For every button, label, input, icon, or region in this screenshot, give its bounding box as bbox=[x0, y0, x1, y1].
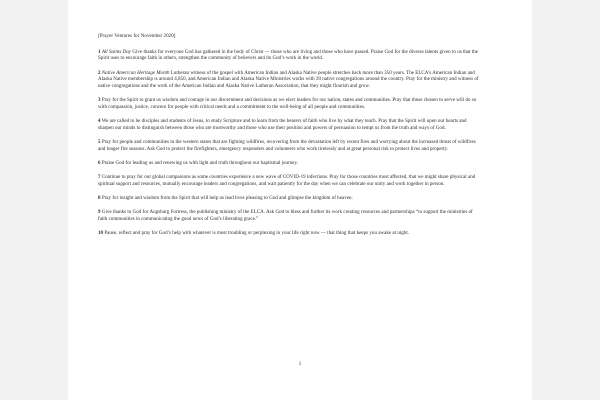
prayer-text: We are called to be disciples and students of Jesus, to study Scripture and to learn from the bearers of faith who live by what they teach. Pray that the Spirit will open our hearts and sharpen our minds to distinguish between those who are trustworthy and those who use their position and powers of persuasion to tempt us from the truth and ways of God. bbox=[98, 119, 467, 132]
prayer-paragraph bbox=[98, 231, 482, 238]
prayer-paragraph bbox=[98, 196, 482, 203]
document-page bbox=[68, 0, 532, 400]
prayer-number: 8 bbox=[98, 196, 101, 202]
prayer-text: Give thanks to God for Augsburg Fortress, the publishing ministry of the ELCA. Ask God to bless and further its work creating resources and partnerships “to support the ministries of faith communities in communicating the good news of God’s liberating grace.” bbox=[98, 210, 473, 223]
prayer-number: 9 bbox=[98, 210, 101, 216]
prayer-emphasis: All Saints Day bbox=[101, 49, 132, 55]
prayer-number: 3 bbox=[98, 98, 101, 104]
prayer-paragraph bbox=[98, 210, 482, 224]
prayer-emphasis: Native American Heritage Month bbox=[101, 70, 170, 76]
prayer-number: 5 bbox=[98, 140, 101, 146]
prayer-paragraph bbox=[98, 119, 482, 133]
prayer-text: Continue to pray for our global companions as some countries experience a new wave of COVID-19 infections. Pray for those countries most affected, that we might share physical and spiritual support and resources, mutually encourage leaders and congregations, and wait patiently for the day when we can celebrate our unity and work together in person. bbox=[98, 175, 476, 188]
prayer-text: Praise God for leading us and renewing us with light and truth throughout our baptismal journey. bbox=[101, 161, 299, 167]
prayer-text: Give thanks for everyone God has gathered in the body of Christ — those who are living and those who have passed. Praise God for the diverse talents given to us that the Spirit uses to encourage faith in others, strengthen the community of believers and do God’s work in the world. bbox=[98, 49, 479, 62]
prayer-number: 1 bbox=[98, 49, 101, 55]
prayer-number: 2 bbox=[98, 70, 101, 76]
page-number: 1 bbox=[298, 362, 302, 367]
prayer-number: 4 bbox=[98, 119, 101, 125]
prayer-list bbox=[98, 50, 482, 239]
prayer-paragraph bbox=[98, 71, 482, 92]
prayer-paragraph bbox=[98, 98, 482, 112]
prayer-paragraph bbox=[98, 50, 482, 64]
prayer-number: 6 bbox=[98, 161, 101, 167]
document-header: [Prayer Ventures for November 2020] bbox=[98, 34, 176, 39]
prayer-number: 7 bbox=[98, 175, 101, 181]
prayer-text: Pray for insight and wisdom from the Spirit that will help us lead lives pleasing to God and glimpse the kingdom of heaven. bbox=[101, 196, 353, 202]
prayer-text: Lutheran witness of the gospel with American Indian and Alaska Native people stretches back more than 350 years. The ELCA’s American Indian and Alaska Native membership is around 4,850, and American Indian and Alaska Native Ministries works with 30 native congregations around the country. Pray for the ministry and witness of native congregations and the work of the American Indian and Alaska Native Lutheran Association, that they might flourish and grow. bbox=[98, 70, 479, 90]
prayer-text: Pray for people and communities in the western states that are fighting wildfires, recovering from the devastation left by recent fires and worrying about the increased threat of wildfires and longer fire seasons. Ask God to protect the firefighters, emergency responders and volunteers who work tirelessly and at great personal risk to protect lives and property. bbox=[98, 140, 476, 153]
prayer-paragraph bbox=[98, 161, 482, 168]
prayer-paragraph bbox=[98, 175, 482, 189]
prayer-number: 10 bbox=[98, 231, 104, 237]
prayer-text: Pray for the Spirit to grant us wisdom and courage in our discernment and decisions as we elect leaders for our nation, states and communities. Pray that those chosen to serve will do so with compassion, justice, concern for people with critical needs and a commitment to the well-being of all people and communities. bbox=[98, 98, 477, 111]
prayer-paragraph bbox=[98, 140, 482, 154]
prayer-text: Pause, reflect and pray for God’s help with whatever is most troubling or perplexing in your life right now — that thing that keeps you awake at night. bbox=[104, 231, 410, 237]
